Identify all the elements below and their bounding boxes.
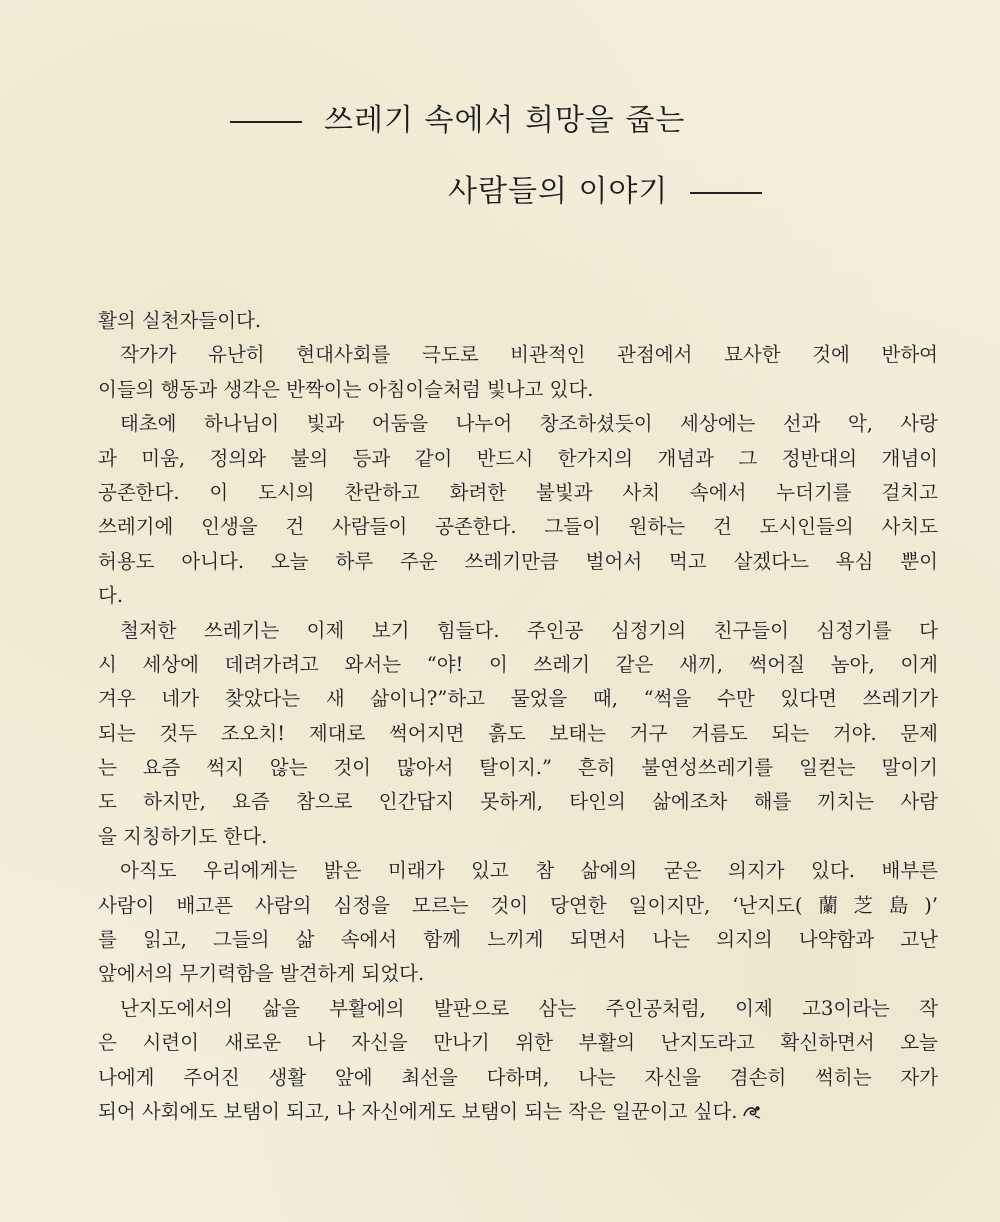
title-text-2: 사람들의 이야기 [448, 174, 669, 209]
text-line: 철저한 쓰레기는 이제 보기 힘들다. 주인공 심정기의 친구들이 심정기를 다 [120, 618, 938, 642]
text-line: 시 세상에 데려가려고 와서는 “야! 이 쓰레기 같은 새끼, 썩어질 놈아, 이게 [98, 652, 938, 676]
title-line-2 [448, 166, 762, 210]
text-line: 허용도 아니다. 오늘 하루 주운 쓰레기만큼 벌어서 먹고 살겠다느 욕심 뿐이 [98, 549, 938, 573]
text-line: 공존한다. 이 도시의 찬란하고 화려한 불빛과 사치 속에서 누더기를 걸치고 [98, 480, 938, 504]
title-text-1: 쓰레기 속에서 희망을 줍는 [324, 103, 686, 138]
text-line: 사람이 배고픈 사람의 심정을 모르는 것이 당연한 일이지만, ‘난지도(蘭芝島)’ [98, 893, 938, 917]
text-line: 과 미움, 정의와 불의 등과 같이 반드시 한가지의 개념과 그 정반대의 개념이 [98, 446, 938, 470]
text-line: 를 읽고, 그들의 삶 속에서 함께 느끼게 되면서 나는 의지의 나약함과 고난 [98, 928, 938, 952]
text-line-last-content: 되어 사회에도 보탬이 되고, 나 자신에게도 보탬이 되는 작은 일꾼이고 싶다. [98, 1099, 738, 1123]
text-line-last [98, 1095, 938, 1129]
text-line: 을 지칭하기도 한다. [98, 824, 268, 848]
text-line: 쓰레기에 인생을 건 사람들이 공존한다. 그들이 원하는 건 도시인들의 사치도 [98, 515, 938, 539]
text-line: 되는 것두 조오치! 제대로 썩어지면 흙도 보태는 거구 거름도 되는 거야. 문제 [98, 721, 938, 745]
title-dash-right [690, 192, 762, 194]
title-dash-left [230, 121, 302, 123]
text-line: 활의 실천자들이다. [98, 309, 262, 332]
text-line: 태초에 하나님이 빛과 어둠을 나누어 창조하셨듯이 세상에는 선과 악, 사랑 [120, 412, 938, 436]
text-line: 는 요즘 썩지 않는 것이 많아서 탈이지.” 흔히 불연성쓰레기를 일컫는 말이기 [98, 756, 938, 780]
text-line: 앞에서의 무기력함을 발견하게 되었다. [98, 962, 425, 986]
text-line: 난지도에서의 삶을 부활에의 발판으로 삼는 주인공처럼, 이제 고3이라는 작 [120, 996, 938, 1020]
title-line-1 [230, 95, 685, 139]
text-line: 나에게 주어진 생활 앞에 최선을 다하며, 나는 자신을 겸손히 썩히는 자가 [98, 1065, 938, 1089]
body-text [98, 304, 938, 1129]
text-line: 이들의 행동과 생각은 반짝이는 아침이슬처럼 빛나고 있다. [98, 377, 594, 401]
text-line: 아직도 우리에게는 밝은 미래가 있고 참 삶에의 굳은 의지가 있다. 배부른 [120, 859, 938, 883]
text-line: 작가가 유난히 현대사회를 극도로 비관적인 관점에서 묘사한 것에 반하여 [120, 343, 938, 367]
text-line: 은 시련이 새로운 나 자신을 만나기 위한 부활의 난지도라고 확신하면서 오늘 [98, 1031, 938, 1055]
text-line: 겨우 네가 찾았다는 새 삶이니?”하고 물었을 때, “썩을 수만 있다면 쓰레기가 [98, 687, 938, 711]
text-line: 도 하지만, 요즘 참으로 인간답지 못하게, 타인의 삶에조차 해를 끼치는 사람 [98, 790, 938, 814]
ornament-icon [742, 1104, 762, 1120]
text-line: 다. [98, 584, 124, 608]
